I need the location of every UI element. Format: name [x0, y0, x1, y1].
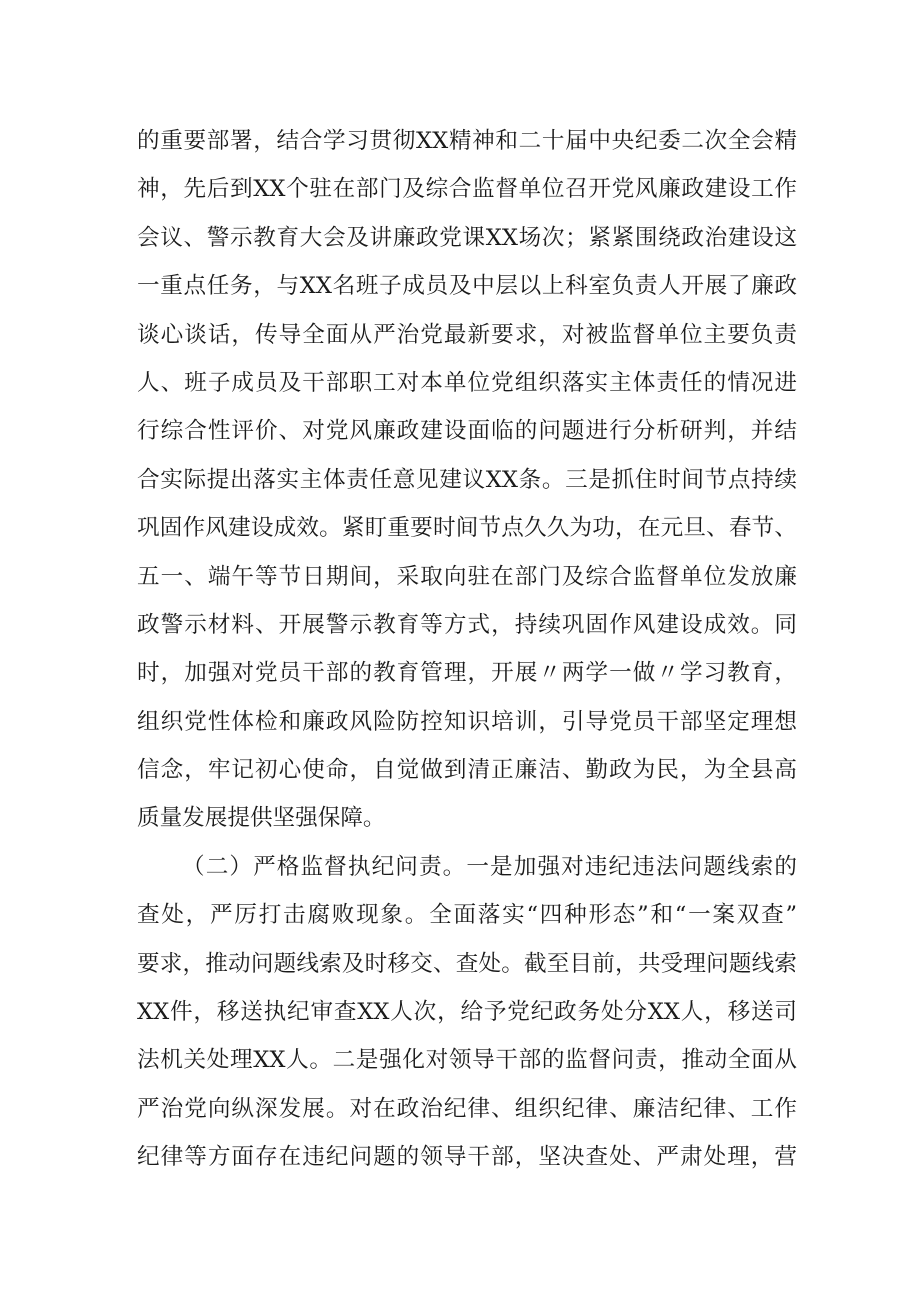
- text-line: 纪律等方面存在违纪问题的领导干部，坚决查处、严肃处理，营: [137, 1144, 797, 1171]
- text-line: 巩固作风建设成效。紧盯重要时间节点久久为功，在元旦、春节、: [137, 515, 797, 542]
- text-line: 政警示材料、开展警示教育等方式，持续巩固作风建设成效。同: [137, 611, 797, 638]
- text-line: 组织党性体检和廉政风险防控知识培训，引导党员干部坚定理想: [137, 708, 797, 735]
- text-line: XX件，移送执纪审查XX人次，给予党纪政务处分XX人，移送司: [137, 999, 797, 1026]
- text-line: 时，加强对党员干部的教育管理，开展〃两学一做〃学习教育，: [137, 660, 797, 687]
- text-line: 一重点任务，与XX名班子成员及中层以上科室负责人开展了廉政: [137, 273, 797, 300]
- text-line: 的重要部署，结合学习贯彻XX精神和二十届中央纪委二次全会精: [137, 128, 797, 154]
- text-line: 信念，牢记初心使命，自觉做到清正廉洁、勤政为民，为全县高: [137, 757, 797, 784]
- text-line: 合实际提出落实主体责任意见建议XX条。三是抓住时间节点持续: [137, 466, 797, 493]
- text-line: 查处，严厉打击腐败现象。全面落实“四种形态”和“一案双查”: [137, 902, 797, 929]
- paragraph-end-line: 质量发展提供坚强保障。: [137, 805, 386, 832]
- text-line: 会议、警示教育大会及讲廉政党课XX场次；紧紧围绕政治建设这: [137, 224, 797, 251]
- text-line: 严治党向纵深发展。对在政治纪律、组织纪律、廉洁纪律、工作: [137, 1095, 797, 1122]
- document-body: [137, 117, 797, 1182]
- text-line: 法机关处理XX人。二是强化对领导干部的监督问责，推动全面从: [137, 1047, 797, 1074]
- text-line: 五一、端午等节日期间，采取向驻在部门及综合监督单位发放廉: [137, 563, 797, 590]
- section-heading-line: （二）严格监督执纪问责。一是加强对违纪违法问题线索的: [182, 853, 797, 880]
- text-line: 要求，推动问题线索及时移交、查处。截至目前，共受理问题线索: [137, 950, 797, 977]
- text-line: 行综合性评价、对党风廉政建设面临的问题进行分析研判，并结: [137, 418, 797, 445]
- text-line: 神，先后到XX个驻在部门及综合监督单位召开党风廉政建设工作: [137, 176, 797, 203]
- text-line: 谈心谈话，传导全面从严治党最新要求，对被监督单位主要负责: [137, 321, 797, 348]
- text-line: 人、班子成员及干部职工对本单位党组织落实主体责任的情况进: [137, 369, 797, 396]
